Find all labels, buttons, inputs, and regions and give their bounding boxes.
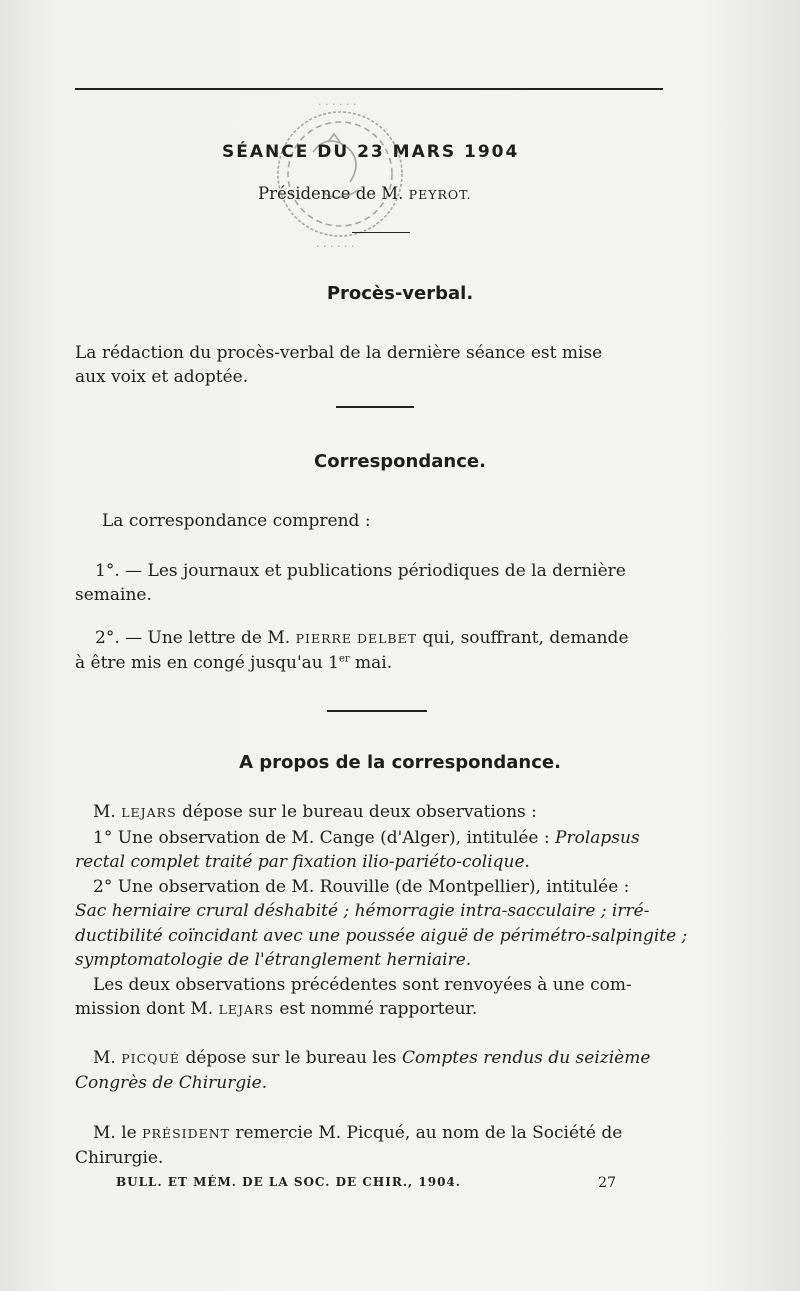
person-name: PRÉSIDENT (142, 1126, 230, 1141)
page-footer (116, 1175, 616, 1189)
correspondance-item-1 (75, 559, 663, 607)
text-line: aux voix et adoptée. (75, 367, 249, 387)
text-line (75, 1046, 663, 1071)
president-paragraph (75, 1121, 663, 1171)
library-stamp (268, 82, 418, 260)
p2-prefix: mission dont M. (75, 999, 214, 1019)
svg-text:· · · · · ·: · · · · · · (318, 98, 357, 111)
p1-suffix: dépose sur le bureau deux observations : (182, 802, 537, 822)
p4-suffix: remercie M. Picqué, au nom de la Société de (235, 1123, 623, 1143)
obs2-title: Sac herniaire crural déshabité ; hémorragie intra-sacculaire ; irré- (75, 901, 650, 921)
presidence-prefix: Présidence de M. (258, 184, 404, 203)
p3-prefix: M. (93, 1048, 116, 1068)
text-line (75, 800, 663, 826)
person-name: PICQUÉ (121, 1051, 181, 1066)
person-name: LEJARS (121, 805, 177, 820)
text-line (75, 924, 688, 949)
section-separator (336, 406, 414, 408)
text-line: semaine. (75, 585, 152, 605)
item2-line2-a: à être mis en congé jusqu'au 1 (75, 653, 339, 673)
text-line: 2° Une observation de M. Rouville (de Montpellier), intitulée : (93, 876, 630, 897)
obs1-title-cont: rectal complet traité par fixation ilio-pariéto-colique. (75, 852, 530, 872)
text-line (75, 997, 663, 1023)
stamp-rule (352, 232, 410, 233)
text-line (75, 948, 663, 973)
section-title-a-propos: A propos de la correspondance. (239, 752, 561, 773)
text-line (75, 626, 663, 651)
seance-title: SÉANCE DU 23 MARS 1904 (222, 142, 520, 162)
text-line: Chirurgie. (75, 1148, 164, 1168)
text-line: Les deux observations précédentes sont renvoyées à une com- (93, 974, 632, 995)
svg-text:· · · · · ·: · · · · · · (316, 240, 355, 253)
p1-prefix: M. (93, 802, 116, 822)
text-line (75, 850, 663, 875)
text-line: La rédaction du procès-verbal de la dernière séance est mise (75, 343, 603, 363)
person-name: LEJARS (218, 1002, 275, 1017)
text-line: 1°. — Les journaux et publications périodiques de la dernière (95, 561, 626, 581)
item2-suffix: qui, souffrant, demande (422, 628, 629, 648)
a-propos-body (75, 800, 688, 1023)
item2-line2-b: mai. (349, 653, 393, 673)
text-line (75, 899, 663, 924)
text-line (75, 1071, 663, 1096)
text-line (75, 826, 663, 851)
president-name: PEYROT. (408, 187, 472, 202)
obs1-title: Prolapsus (555, 827, 640, 848)
p2-suffix: est nommé rapporteur. (279, 999, 478, 1019)
section-title-correspondance: Correspondance. (314, 451, 486, 472)
item2-prefix: 2°. — Une lettre de M. (95, 628, 291, 648)
p3-mid: dépose sur le bureau les (185, 1048, 397, 1068)
text-line (75, 1121, 663, 1146)
superscript: er (338, 653, 350, 665)
correspondance-intro: La correspondance comprend : (102, 511, 371, 531)
section-separator (327, 710, 427, 712)
proces-verbal-text (75, 341, 663, 389)
p4-prefix: M. le (93, 1123, 137, 1143)
p3-title: Comptes rendus du seizième (401, 1048, 651, 1068)
obs2-title-cont: ductibilité coïncidant avec une poussée aiguë de périmétro-salpingite ; (75, 925, 688, 946)
section-title-proces-verbal: Procès-verbal. (326, 283, 474, 304)
page-number: 27 (598, 1175, 616, 1191)
p3-title-cont: Congrès de Chirurgie. (75, 1073, 268, 1093)
presidence-line (258, 184, 472, 203)
text-line (75, 651, 663, 675)
obs1-a: 1° Une observation de M. Cange (d'Alger), intitulée : (93, 827, 550, 848)
obs2-title-end: symptomatologie de l'étranglement herniaire. (75, 950, 472, 970)
picque-paragraph (75, 1046, 663, 1096)
correspondance-item-2 (75, 626, 663, 675)
footer-citation: BULL. ET MÉM. DE LA SOC. DE CHIR., 1904. (116, 1175, 461, 1189)
person-name: PIERRE DELBET (295, 631, 418, 646)
